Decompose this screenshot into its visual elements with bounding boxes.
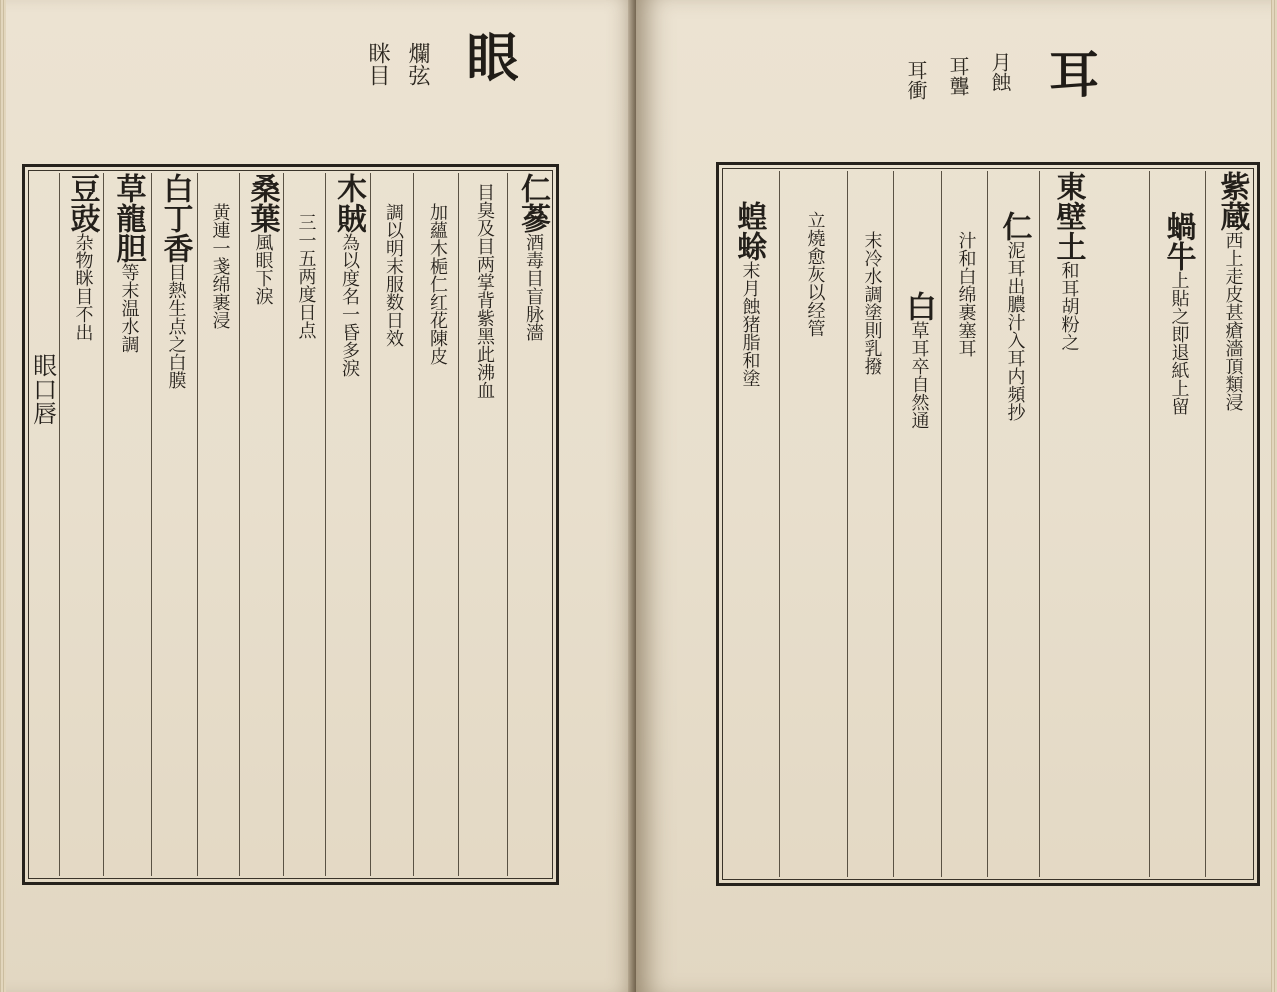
subtitle-left-2: 眯目	[365, 42, 390, 86]
column-left-7: 桑葉 風眼下淚	[239, 173, 284, 876]
column-right-8: 立燒愈灰以经管	[779, 171, 848, 877]
column-left-12: 眼口唇	[28, 353, 57, 425]
column-left-1: 仁蔘 酒毒目盲脉濇	[507, 173, 557, 876]
column-right-3: 東壁土 和耳胡粉之	[1039, 171, 1096, 877]
column-left-10: 草龍胆 等末温水調	[103, 173, 152, 876]
page-edge-left	[0, 0, 6, 992]
page-edge-right	[1271, 0, 1277, 992]
column-right-7: 末冷水調塗則乳撥	[847, 171, 894, 877]
column-left-3: 加蘊木梔仁红花陳皮	[413, 173, 459, 876]
page-title-left: 眼	[457, 30, 518, 82]
column-left-11: 豆豉 杂物眯目不出	[59, 173, 104, 876]
text-frame-right	[716, 162, 1260, 886]
column-left-6: 三一五两度日点	[283, 173, 326, 876]
subtitle-left-1: 爛弦	[405, 42, 430, 86]
right-page	[636, 0, 1277, 992]
column-left-9: 白丁香 目熱生点之白膜	[151, 173, 198, 876]
subtitle-right-3: 耳衝	[904, 60, 928, 100]
left-page	[0, 0, 636, 992]
column-right-9: 蝗蜍 末月蝕猪脂和塗	[731, 201, 767, 387]
column-left-5: 木賊 為以度名一昏多淚	[325, 173, 371, 876]
column-right-2: 蝸牛 上貼之即退紙上留	[1149, 171, 1206, 877]
subtitle-right-1: 月蝕	[988, 52, 1012, 92]
column-right-4: 仁 泥耳出膿汁入耳内頻抄	[987, 171, 1040, 877]
column-left-2: 目臭及目两掌背紫黑此沸血	[458, 173, 508, 876]
column-right-5: 汁和白绵裹塞耳	[941, 171, 988, 877]
column-right-1: 紫蔵 西上走皮甚瘡濇頂類浸	[1205, 171, 1258, 877]
column-right-6: 白 草耳卒自然通	[893, 171, 942, 877]
subtitle-right-2: 耳聾	[946, 56, 970, 96]
column-left-8: 黄連一戔绵裹浸	[197, 173, 240, 876]
column-left-4: 調以明末服数日效	[370, 173, 414, 876]
text-frame-left	[22, 164, 559, 885]
page-title-right: 耳	[1041, 48, 1100, 98]
